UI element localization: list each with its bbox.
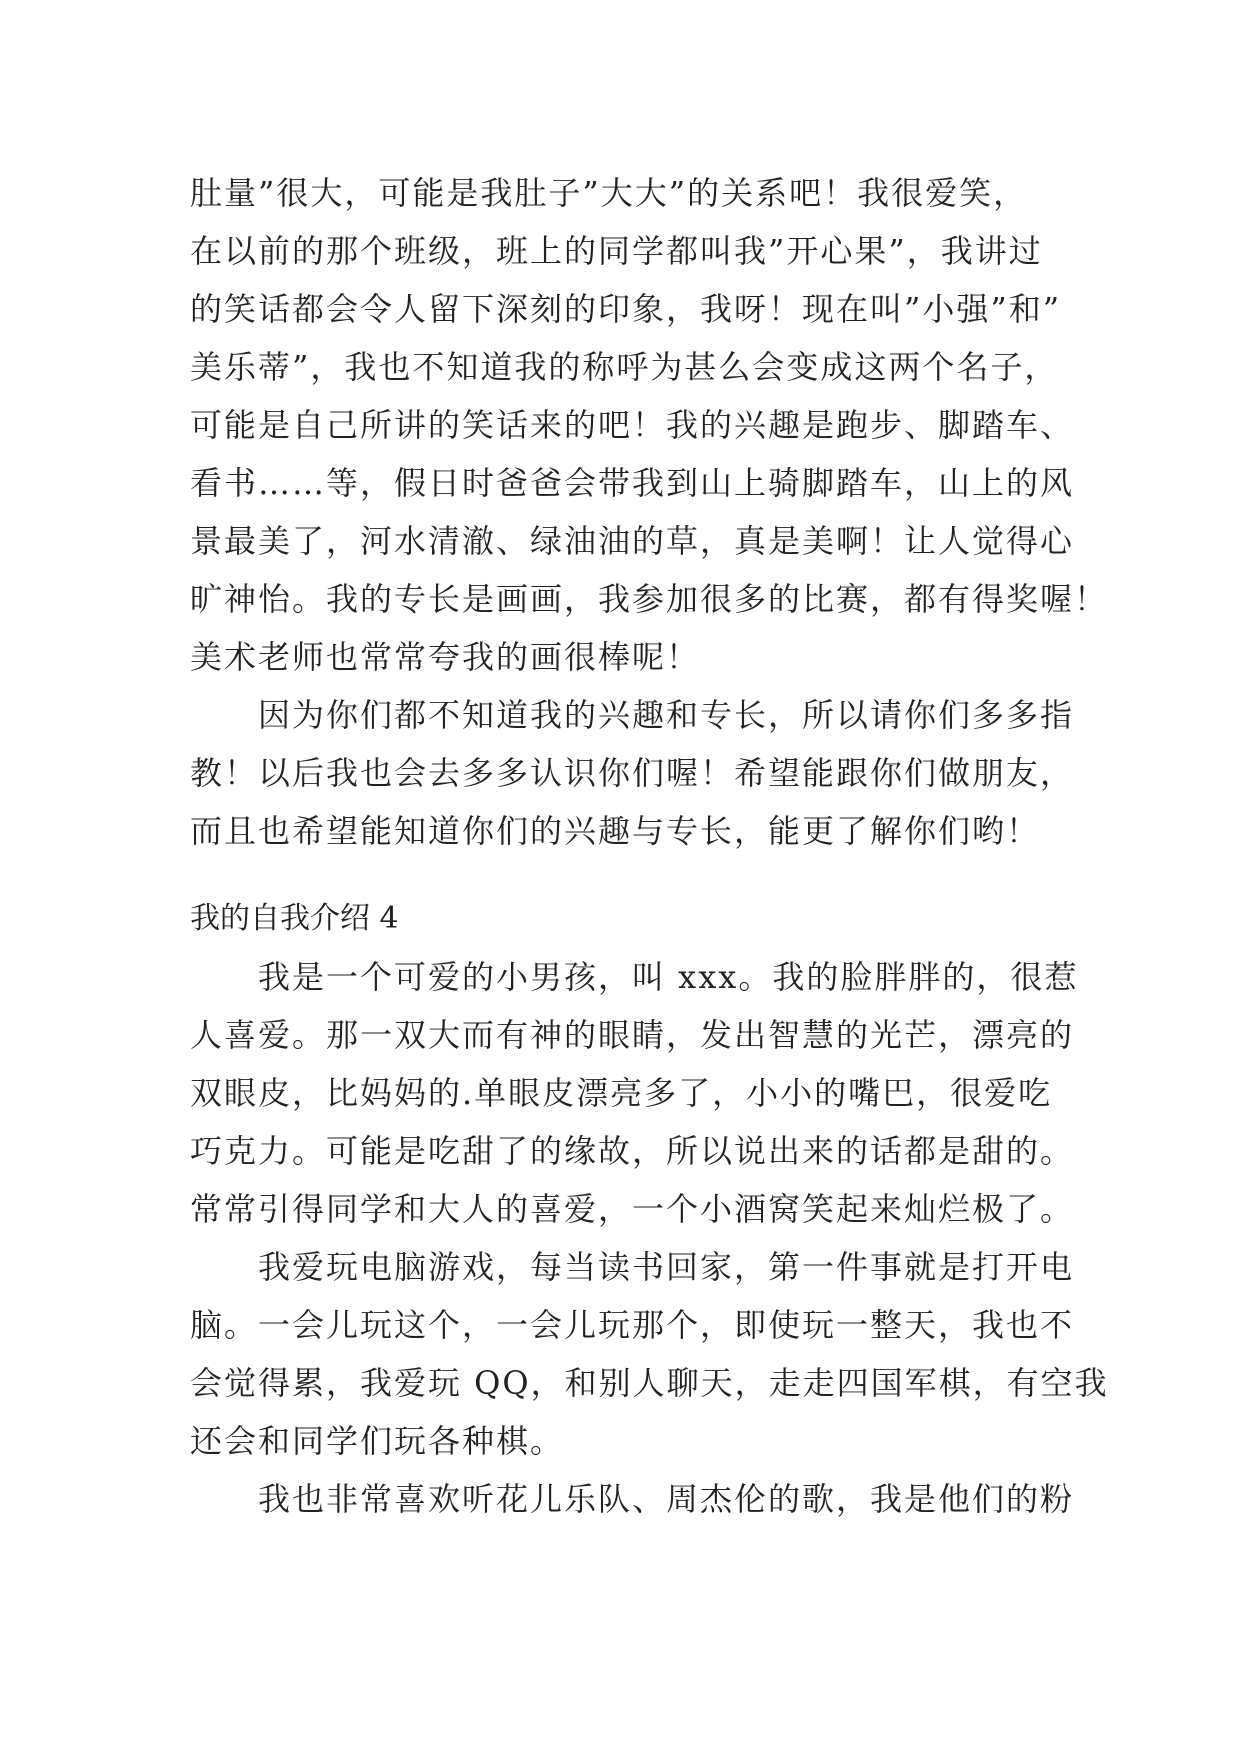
top-section [190,164,1109,860]
text-line: 双眼皮，比妈妈的.单眼皮漂亮多了，小小的嘴巴，很爱吃 [190,1074,1053,1112]
text-line: 的笑话都会令人留下深刻的印象，我呀！现在叫”小强”和” [190,290,1062,328]
text-line: 教！以后我也会去多多认识你们喔！希望能跟你们做朋友， [190,754,1075,792]
bottom-section [190,890,1109,1528]
paragraph-closing [190,686,1075,860]
text-line: 可能是自己所讲的笑话来的吧！我的兴趣是跑步、脚踏车、 [190,406,1075,444]
text-line: 景最美了，河水清澈、绿油油的草，真是美啊！让人觉得心 [190,522,1075,560]
text-line: 人喜爱。那一双大而有神的眼睛，发出智慧的光芒，漂亮的 [190,1016,1075,1054]
paragraph-music [190,1470,1075,1528]
text-line: 巧克力。可能是吃甜了的缘故，所以说出来的话都是甜的。 [190,1132,1075,1170]
paragraph-appearance [190,948,1079,1238]
text-line: 美术老师也常常夸我的画很棒呢！ [190,638,701,676]
text-line: 我是一个可爱的小男孩，叫 xxx。我的脸胖胖的，很惹 [258,958,1079,996]
paragraph-hobbies [190,1238,1109,1470]
paragraph-continuation [190,164,1109,686]
text-line: 旷神怡。我的专长是画画，我参加很多的比赛，都有得奖喔！ [190,580,1109,618]
text-line: 会觉得累，我爱玩 QQ，和别人聊天，走走四国军棋，有空我 [190,1364,1109,1402]
text-line: 还会和同学们玩各种棋。 [190,1422,565,1460]
text-line: 脑。一会儿玩这个，一会儿玩那个，即使玩一整天，我也不 [190,1306,1075,1344]
text-line: 因为你们都不知道我的兴趣和专长，所以请你们多多指 [258,696,1075,734]
text-line: 在以前的那个班级，班上的同学都叫我”开心果”，我讲过 [190,232,1043,270]
text-line: 看书……等，假日时爸爸会带我到山上骑脚踏车，山上的风 [190,464,1075,502]
text-line: 常常引得同学和大人的喜爱，一个小酒窝笑起来灿烂极了。 [190,1190,1075,1228]
text-line: 而且也希望能知道你们的兴趣与专长，能更了解你们哟！ [190,812,1041,850]
text-line: 我也非常喜欢听花儿乐队、周杰伦的歌，我是他们的粉 [258,1480,1075,1518]
text-line: 肚量”很大，可能是我肚子”大大”的关系吧！我很爱笑， [190,174,1028,212]
text-line: 我爱玩电脑游戏，每当读书回家，第一件事就是打开电 [258,1248,1075,1286]
section-heading: 我的自我介绍 4 [190,901,399,936]
text-line: 美乐蒂”，我也不知道我的称呼为甚么会变成这两个名子， [190,348,1059,386]
